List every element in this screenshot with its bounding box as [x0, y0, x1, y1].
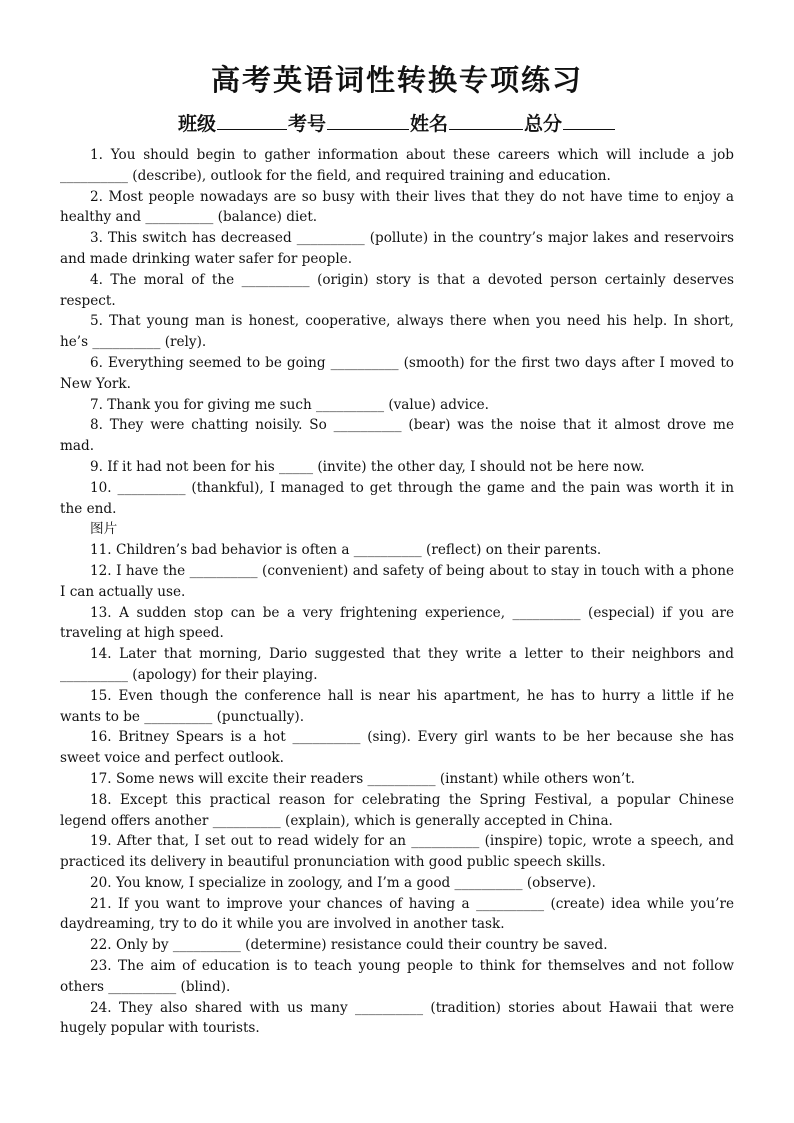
- question-item: 2. Most people nowadays are so busy with their lives that they do not have time to enjoy a healthy and __________ (balance) diet.: [60, 188, 734, 226]
- image-placeholder-text: 图片: [90, 521, 118, 538]
- exam-number-label: 考号: [287, 113, 326, 135]
- class-label: 班级: [177, 113, 216, 135]
- question-item: 12. I have the __________ (convenient) and safety of being about to stay in touch with a phone I can actually use.: [60, 562, 734, 600]
- question-item: 24. They also shared with us many __________ (tradition) stories about Hawaii that were hugely popular with tourists.: [60, 999, 734, 1037]
- question-item: 15. Even though the conference hall is near his apartment, he has to hurry a little if he wants to be __________ (punctually).: [60, 687, 734, 725]
- question-item: 6. Everything seemed to be going __________ (smooth) for the first two days after I moved to New York.: [60, 354, 734, 392]
- question-list: [60, 145, 734, 1039]
- question-item: 10. __________ (thankful), I managed to get through the game and the pain was worth it in the end.: [60, 479, 734, 517]
- question-item: 4. The moral of the __________ (origin) story is that a devoted person certainly deserves respect.: [60, 271, 734, 309]
- question-item: 11. Children’s bad behavior is often a __________ (reflect) on their parents.: [90, 542, 602, 559]
- question-item: 13. A sudden stop can be a very frightening experience, __________ (especial) if you are traveling at high speed.: [60, 604, 734, 642]
- question-item: 18. Except this practical reason for celebrating the Spring Festival, a popular Chinese legend offers another __________ (explain), which is generally accepted in China.: [60, 791, 734, 829]
- question-item: 1. You should begin to gather information about these careers which will include a job __________ (describe), outlook for the field, and required training and education.: [60, 147, 734, 184]
- question-item: 17. Some news will excite their readers __________ (instant) while others won’t.: [90, 770, 635, 787]
- question-item: 16. Britney Spears is a hot __________ (sing). Every girl wants to be her because she has sweet voice and perfect outlook.: [60, 729, 734, 767]
- question-item: 8. They were chatting noisily. So __________ (bear) was the noise that it almost drove me mad.: [60, 417, 734, 455]
- class-blank[interactable]: [217, 111, 287, 130]
- question-item: 14. Later that morning, Dario suggested that they write a letter to their neighbors and __________ (apology) for their playing.: [60, 646, 734, 683]
- question-item: 20. You know, I specialize in zoology, and I’m a good __________ (observe).: [90, 874, 596, 891]
- score-label: 总分: [524, 113, 563, 135]
- question-item: 23. The aim of education is to teach young people to think for themselves and not follow others __________ (blind).: [60, 958, 734, 995]
- name-label: 姓名: [410, 113, 449, 135]
- question-item: 5. That young man is honest, cooperative, always there when you need his help. In short, he’s __________ (rely).: [60, 313, 734, 351]
- name-blank[interactable]: [449, 111, 523, 130]
- exam-number-blank[interactable]: [327, 111, 409, 130]
- question-item: 19. After that, I set out to read widely for an __________ (inspire) topic, wrote a speech, and practiced its delivery in beautiful pronunciation with good public speech skills.: [60, 833, 734, 871]
- question-item: 22. Only by __________ (determine) resistance could their country be saved.: [90, 937, 608, 954]
- question-item: 7. Thank you for giving me such __________ (value) advice.: [90, 396, 489, 413]
- question-item: 3. This switch has decreased __________ (pollute) in the country’s major lakes and reservoirs and made drinking water safer for people.: [60, 230, 734, 267]
- score-blank[interactable]: [563, 111, 615, 130]
- student-info-line: [0, 110, 794, 138]
- question-item: 21. If you want to improve your chances of having a __________ (create) idea while you’re daydreaming, try to do it while you are involved in another task.: [60, 895, 734, 933]
- question-item: 9. If it had not been for his _____ (invite) the other day, I should not be here now.: [90, 458, 645, 475]
- page-title: 高考英语词性转换专项练习: [210, 63, 583, 97]
